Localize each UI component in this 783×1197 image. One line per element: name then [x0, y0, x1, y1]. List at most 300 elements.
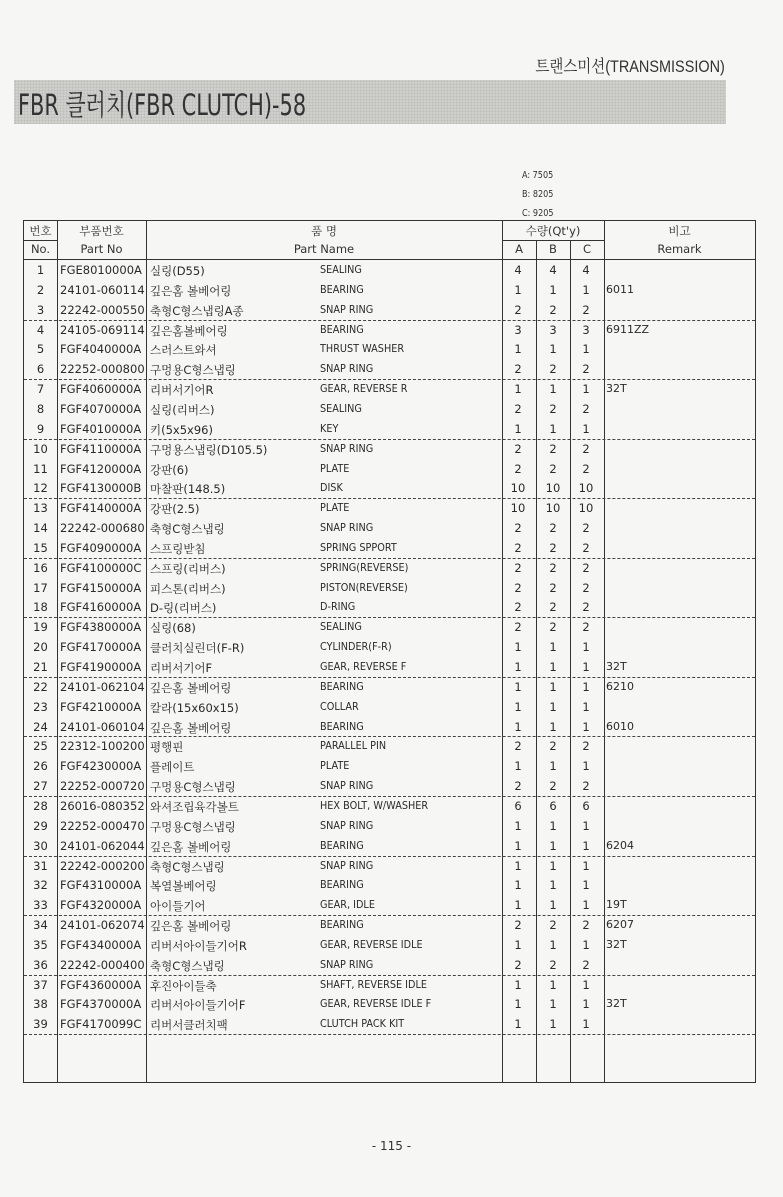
cell-name-kr: 키(5x5x96) [150, 422, 213, 437]
header-qty-b: B [549, 242, 557, 256]
cell-b: 1 [549, 719, 557, 734]
cell-b: 1 [549, 818, 557, 833]
cell-c: 2 [582, 362, 590, 377]
header-name-kr: 품 명 [311, 224, 337, 238]
cell-part-no: 24101-060104 [60, 719, 145, 734]
cell-part-no: 22242-000550 [60, 302, 145, 317]
cell-no: 36 [33, 957, 48, 972]
cell-part-no: FGF4310000A [60, 878, 142, 893]
cell-name-kr: 칼라(15x60x15) [150, 700, 239, 715]
cell-name-kr: 마찰판(148.5) [150, 482, 226, 497]
cell-a: 6 [514, 798, 522, 813]
cell-name-en: SHAFT, REVERSE IDLE [320, 977, 427, 991]
cell-name-kr: 구멍용C형스냅링 [150, 780, 236, 795]
cell-c: 2 [582, 540, 590, 555]
cell-b: 2 [549, 302, 557, 317]
cell-b: 1 [549, 858, 557, 873]
cell-no: 23 [33, 699, 48, 714]
cell-name-kr: 리버서클러치팩 [150, 1018, 228, 1033]
header-no-en: No. [30, 242, 51, 256]
cell-a: 1 [514, 699, 522, 714]
cell-b: 1 [549, 660, 557, 674]
cell-c: 1 [582, 640, 590, 655]
cell-no: 39 [33, 1017, 48, 1032]
cell-name-en: SPRING SPPORT [320, 540, 397, 554]
table-row [24, 876, 755, 896]
model-a: A: 7505 [522, 170, 554, 181]
table-row [24, 995, 755, 1015]
cell-name-en: DISK [320, 481, 343, 495]
header-bottom [24, 259, 755, 260]
table-row [24, 360, 755, 380]
cell-c: 4 [582, 263, 590, 277]
cell-name-en: BEARING [320, 282, 364, 296]
cell-name-en: SEALING [320, 620, 362, 634]
cell-no: 18 [33, 600, 48, 615]
header-qty-a: A [515, 242, 523, 256]
cell-a: 1 [514, 977, 522, 992]
cell-no: 1 [36, 263, 45, 277]
cell-name-kr: 플레이트 [150, 760, 195, 775]
cell-remark: 32T [606, 660, 627, 673]
cell-name-en: GEAR, IDLE [320, 898, 375, 912]
table-row [24, 579, 755, 599]
cell-name-kr: 깊은홈 볼베어링 [150, 283, 232, 298]
cell-remark: 6210 [606, 679, 634, 693]
cell-no: 9 [36, 421, 45, 436]
cell-a: 1 [514, 282, 522, 297]
cell-no: 21 [33, 660, 48, 674]
cell-a: 1 [514, 838, 522, 853]
cell-no: 14 [33, 521, 48, 536]
cell-b: 2 [549, 461, 557, 476]
cell-b: 1 [549, 282, 557, 297]
cell-c: 2 [582, 620, 590, 635]
cell-part-no: FGF4360000A [60, 977, 142, 992]
header-qty: 수량(Qt'y) [525, 224, 581, 238]
cell-c: 2 [582, 600, 590, 615]
cell-b: 2 [549, 580, 557, 595]
table-row [24, 777, 755, 797]
cell-no: 6 [36, 362, 45, 377]
cell-a: 2 [514, 580, 522, 595]
cell-no: 10 [33, 441, 48, 456]
cell-c: 1 [582, 342, 590, 357]
table-row [24, 301, 755, 321]
cell-c: 2 [582, 918, 590, 933]
cell-c: 2 [582, 739, 590, 754]
cell-no: 15 [33, 540, 48, 555]
cell-name-en: KEY [320, 421, 339, 435]
cell-no: 32 [33, 878, 48, 893]
cell-name-kr: 깊은홈볼베어링 [150, 323, 228, 338]
table-row [24, 698, 755, 718]
table-row [24, 638, 755, 658]
table-row [24, 936, 755, 956]
cell-a: 1 [514, 858, 522, 873]
cell-name-kr: 축형C형스냅링 [150, 859, 225, 874]
cell-name-en: PARALLEL PIN [320, 739, 387, 753]
cell-part-no: FGF4090000A [60, 540, 142, 555]
table-row [24, 460, 755, 480]
table-row [24, 519, 755, 539]
cell-b: 2 [549, 540, 557, 555]
cell-c: 2 [582, 580, 590, 595]
cell-part-no: 26016-080352 [60, 798, 145, 813]
cell-name-en: D-RING [320, 600, 356, 614]
table-row [24, 281, 755, 301]
cell-no: 17 [33, 580, 48, 595]
cell-part-no: 24101-062104 [60, 679, 145, 694]
table-row [24, 340, 755, 360]
cell-b: 1 [549, 421, 557, 436]
cell-name-en: BEARING [320, 838, 364, 852]
cell-c: 1 [582, 660, 590, 674]
cell-no: 5 [36, 342, 45, 357]
cell-b: 1 [549, 342, 557, 357]
cell-part-no: FGF4130000B [60, 481, 142, 496]
cell-a: 2 [514, 461, 522, 476]
cell-name-kr: 축형C형스냅링 [150, 522, 225, 537]
cell-name-kr: 깊은홈 볼베어링 [150, 919, 232, 934]
cell-c: 1 [582, 699, 590, 714]
cell-no: 8 [36, 401, 45, 416]
cell-b: 6 [549, 798, 557, 813]
cell-part-no: 22252-000470 [60, 818, 145, 833]
cell-c: 2 [582, 461, 590, 476]
cell-a: 10 [510, 481, 526, 496]
cell-a: 2 [514, 401, 522, 416]
cell-name-kr: 실링(리버스) [150, 402, 215, 417]
cell-a: 1 [514, 719, 522, 734]
cell-a: 1 [514, 640, 522, 655]
table-row [24, 499, 755, 519]
cell-no: 2 [36, 282, 45, 297]
cell-part-no: 22312-100200 [60, 739, 145, 754]
cell-c: 2 [582, 560, 590, 575]
cell-name-en: HEX BOLT, W/WASHER [320, 798, 429, 812]
model-c: C: 9205 [522, 208, 554, 219]
cell-name-kr: 스프링(리버스) [150, 561, 226, 576]
table-row [24, 718, 755, 738]
table-row [24, 559, 755, 579]
cell-b: 1 [549, 679, 557, 694]
cell-name-en: SEALING [320, 263, 362, 276]
cell-no: 22 [33, 679, 48, 694]
cell-a: 2 [514, 918, 522, 933]
cell-c: 2 [582, 957, 590, 972]
cell-part-no: FGF4120000A [60, 461, 142, 476]
header-divider [24, 240, 57, 241]
cell-b: 1 [549, 759, 557, 774]
cell-c: 2 [582, 441, 590, 456]
cell-a: 4 [514, 263, 522, 277]
cell-name-kr: 축형C형스냅링A종 [150, 303, 244, 318]
cell-a: 1 [514, 997, 522, 1012]
cell-c: 1 [582, 1017, 590, 1032]
cell-b: 10 [545, 501, 561, 516]
cell-part-no: FGF4150000A [60, 580, 142, 595]
cell-name-en: SNAP RING [320, 818, 374, 832]
cell-a: 1 [514, 660, 522, 674]
table-row [24, 618, 755, 638]
cell-name-kr: D-링(리버스) [150, 601, 217, 616]
cell-b: 1 [549, 878, 557, 893]
cell-no: 20 [33, 640, 48, 655]
cell-name-en: BEARING [320, 918, 364, 932]
cell-name-en: BEARING [320, 878, 364, 892]
table-row [24, 1015, 755, 1035]
cell-no: 33 [33, 898, 48, 913]
cell-c: 1 [582, 719, 590, 734]
cell-c: 1 [582, 878, 590, 893]
cell-remark: 6010 [606, 719, 634, 733]
group-divider [24, 1034, 755, 1035]
header-partno-kr: 부품번호 [79, 224, 124, 238]
cell-c: 1 [582, 679, 590, 694]
cell-name-kr: 복열볼베어링 [150, 879, 217, 894]
cell-remark: 32T [606, 937, 627, 951]
cell-a: 1 [514, 342, 522, 357]
cell-no: 34 [33, 918, 48, 933]
cell-b: 1 [549, 898, 557, 913]
cell-c: 1 [582, 898, 590, 913]
cell-a: 2 [514, 779, 522, 794]
cell-a: 2 [514, 362, 522, 377]
cell-no: 37 [33, 977, 48, 992]
cell-b: 2 [549, 957, 557, 972]
cell-b: 1 [549, 1017, 557, 1032]
cell-c: 1 [582, 282, 590, 297]
cell-c: 6 [582, 798, 590, 813]
model-legend [522, 166, 559, 223]
cell-name-kr: 리버서기어F [150, 661, 213, 675]
cell-a: 2 [514, 957, 522, 972]
table-row [24, 479, 755, 499]
cell-no: 26 [33, 759, 48, 774]
table-row [24, 321, 755, 341]
cell-c: 2 [582, 302, 590, 317]
cell-remark: 6911ZZ [606, 322, 650, 336]
cell-name-en: SNAP RING [320, 441, 374, 455]
header-no-kr: 번호 [29, 224, 52, 238]
cell-name-en: PLATE [320, 759, 350, 773]
header-qty-c: C [582, 242, 592, 256]
cell-no: 25 [33, 739, 48, 754]
cell-b: 2 [549, 620, 557, 635]
cell-b: 2 [549, 739, 557, 754]
table-row [24, 420, 755, 440]
cell-a: 1 [514, 759, 522, 774]
cell-remark: 6011 [606, 282, 634, 296]
table-row [24, 598, 755, 618]
cell-name-kr: 축형C형스냅링 [150, 958, 225, 973]
cell-part-no: FGF4070000A [60, 401, 142, 416]
cell-name-en: SNAP RING [320, 779, 374, 793]
cell-part-no: 22242-000200 [60, 858, 145, 873]
cell-a: 1 [514, 898, 522, 913]
cell-part-no: FGF4370000A [60, 997, 142, 1012]
cell-a: 1 [514, 421, 522, 436]
cell-part-no: 24105-069114 [60, 322, 145, 337]
cell-name-en: SPRING(REVERSE) [320, 560, 409, 574]
cell-part-no: FGE8010000A [60, 263, 142, 277]
cell-b: 1 [549, 937, 557, 952]
cell-name-en: PISTON(REVERSE) [320, 580, 408, 594]
cell-name-kr: 와셔조립육각볼트 [150, 799, 239, 814]
table-row [24, 817, 755, 837]
cell-a: 2 [514, 540, 522, 555]
cell-no: 4 [36, 322, 45, 337]
cell-c: 1 [582, 838, 590, 853]
cell-name-en: SNAP RING [320, 957, 374, 971]
cell-remark: 6207 [606, 918, 634, 932]
cell-name-en: CLUTCH PACK KIT [320, 1017, 405, 1031]
table-row [24, 440, 755, 460]
header-remark-kr: 비고 [668, 224, 691, 238]
cell-part-no: 24101-062074 [60, 918, 145, 933]
cell-b: 2 [549, 779, 557, 794]
cell-name-en: SNAP RING [320, 302, 374, 316]
cell-part-no: 24101-062044 [60, 838, 145, 853]
cell-part-no: FGF4190000A [60, 660, 142, 674]
table-row [24, 757, 755, 777]
cell-name-en: COLLAR [320, 699, 359, 713]
cell-c: 10 [578, 481, 594, 496]
page-number: - 115 - [371, 1139, 412, 1153]
cell-a: 3 [514, 322, 522, 337]
page-title: FBR 클러치(FBR CLUTCH)-58 [18, 88, 307, 122]
cell-no: 13 [33, 501, 48, 516]
cell-no: 31 [33, 858, 48, 873]
cell-part-no: 22252-000720 [60, 779, 145, 794]
cell-b: 1 [549, 640, 557, 655]
table-row [24, 261, 755, 281]
cell-part-no: FGF4340000A [60, 937, 142, 952]
table-row [24, 896, 755, 916]
model-b: B: 8205 [522, 189, 554, 200]
cell-name-en: PLATE [320, 501, 350, 515]
table-row [24, 658, 755, 678]
cell-name-kr: 리버서아이들기어R [150, 938, 247, 953]
cell-name-kr: 구멍용C형스냅링 [150, 819, 236, 834]
cell-part-no: 24101-060114 [60, 282, 145, 297]
cell-part-no: FGF4320000A [60, 898, 142, 913]
cell-name-en: THRUST WASHER [320, 342, 405, 356]
cell-name-en: SEALING [320, 401, 362, 415]
cell-name-kr: 피스톤(리버스) [150, 581, 226, 596]
cell-part-no: FGF4060000A [60, 382, 142, 397]
cell-name-kr: 스프링받침 [150, 541, 206, 556]
cell-part-no: FGF4170000A [60, 640, 142, 655]
table-row [24, 400, 755, 420]
cell-name-en: PLATE [320, 461, 350, 475]
cell-b: 2 [549, 521, 557, 536]
cell-c: 1 [582, 977, 590, 992]
header-name-en: Part Name [293, 242, 355, 256]
table-row [24, 737, 755, 757]
table-row [24, 916, 755, 936]
cell-name-en: SNAP RING [320, 521, 374, 535]
cell-name-kr: 리버서아이들기어F [150, 998, 246, 1013]
cell-name-kr: 구멍용스냅링(D105.5) [150, 442, 268, 457]
cell-c: 10 [578, 501, 594, 516]
cell-b: 1 [549, 838, 557, 853]
cell-part-no: 22252-000800 [60, 362, 145, 377]
cell-remark: 32T [606, 382, 627, 396]
cell-name-kr: 실링(D55) [150, 264, 205, 278]
cell-name-en: GEAR, REVERSE F [320, 660, 407, 673]
cell-no: 16 [33, 560, 48, 575]
cell-c: 2 [582, 521, 590, 536]
cell-name-en: CYLINDER(F-R) [320, 640, 392, 654]
cell-a: 2 [514, 302, 522, 317]
cell-no: 35 [33, 937, 48, 952]
header-remark-en: Remark [657, 242, 702, 256]
table-row [24, 857, 755, 877]
cell-c: 1 [582, 937, 590, 952]
cell-name-kr: 스러스트와셔 [150, 343, 217, 358]
cell-remark: 32T [606, 997, 627, 1011]
cell-b: 4 [549, 263, 557, 277]
cell-b: 1 [549, 382, 557, 397]
cell-no: 27 [33, 779, 48, 794]
cell-name-kr: 아이들기어 [150, 899, 206, 914]
cell-no: 24 [33, 719, 48, 734]
cell-b: 1 [549, 699, 557, 714]
cell-part-no: 22242-000400 [60, 957, 145, 972]
cell-name-kr: 클러치실린더(F-R) [150, 641, 245, 656]
cell-no: 12 [33, 481, 48, 496]
cell-name-kr: 강판(6) [150, 462, 189, 477]
cell-remark: 19T [606, 898, 627, 912]
cell-a: 2 [514, 620, 522, 635]
cell-name-kr: 실링(68) [150, 621, 196, 636]
cell-c: 1 [582, 858, 590, 873]
cell-name-en: SNAP RING [320, 858, 374, 872]
cell-b: 2 [549, 918, 557, 933]
cell-c: 1 [582, 818, 590, 833]
cell-b: 2 [549, 441, 557, 456]
table-row [24, 678, 755, 698]
header-divider [502, 240, 604, 241]
cell-name-en: BEARING [320, 322, 364, 336]
table-row [24, 797, 755, 817]
cell-a: 1 [514, 382, 522, 397]
cell-c: 2 [582, 779, 590, 794]
title-banner [14, 80, 726, 124]
cell-b: 1 [549, 997, 557, 1012]
cell-a: 1 [514, 878, 522, 893]
cell-name-kr: 깊은홈 볼베어링 [150, 839, 232, 854]
cell-name-en: BEARING [320, 719, 364, 733]
cell-no: 11 [33, 461, 48, 476]
cell-name-en: GEAR, REVERSE IDLE [320, 937, 423, 951]
cell-part-no: FGF4230000A [60, 759, 142, 774]
cell-a: 1 [514, 679, 522, 694]
cell-name-kr: 리버서기어R [150, 383, 214, 398]
cell-a: 2 [514, 600, 522, 615]
cell-part-no: 22242-000680 [60, 521, 145, 536]
cell-name-kr: 평행핀 [150, 740, 184, 755]
cell-name-kr: 깊은홈 볼베어링 [150, 720, 232, 735]
cell-part-no: FGF4110000A [60, 441, 142, 456]
cell-c: 1 [582, 382, 590, 397]
parts-table [23, 220, 756, 1083]
cell-name-en: GEAR, REVERSE IDLE F [320, 997, 432, 1011]
cell-c: 1 [582, 997, 590, 1012]
cell-part-no: FGF4160000A [60, 600, 142, 615]
